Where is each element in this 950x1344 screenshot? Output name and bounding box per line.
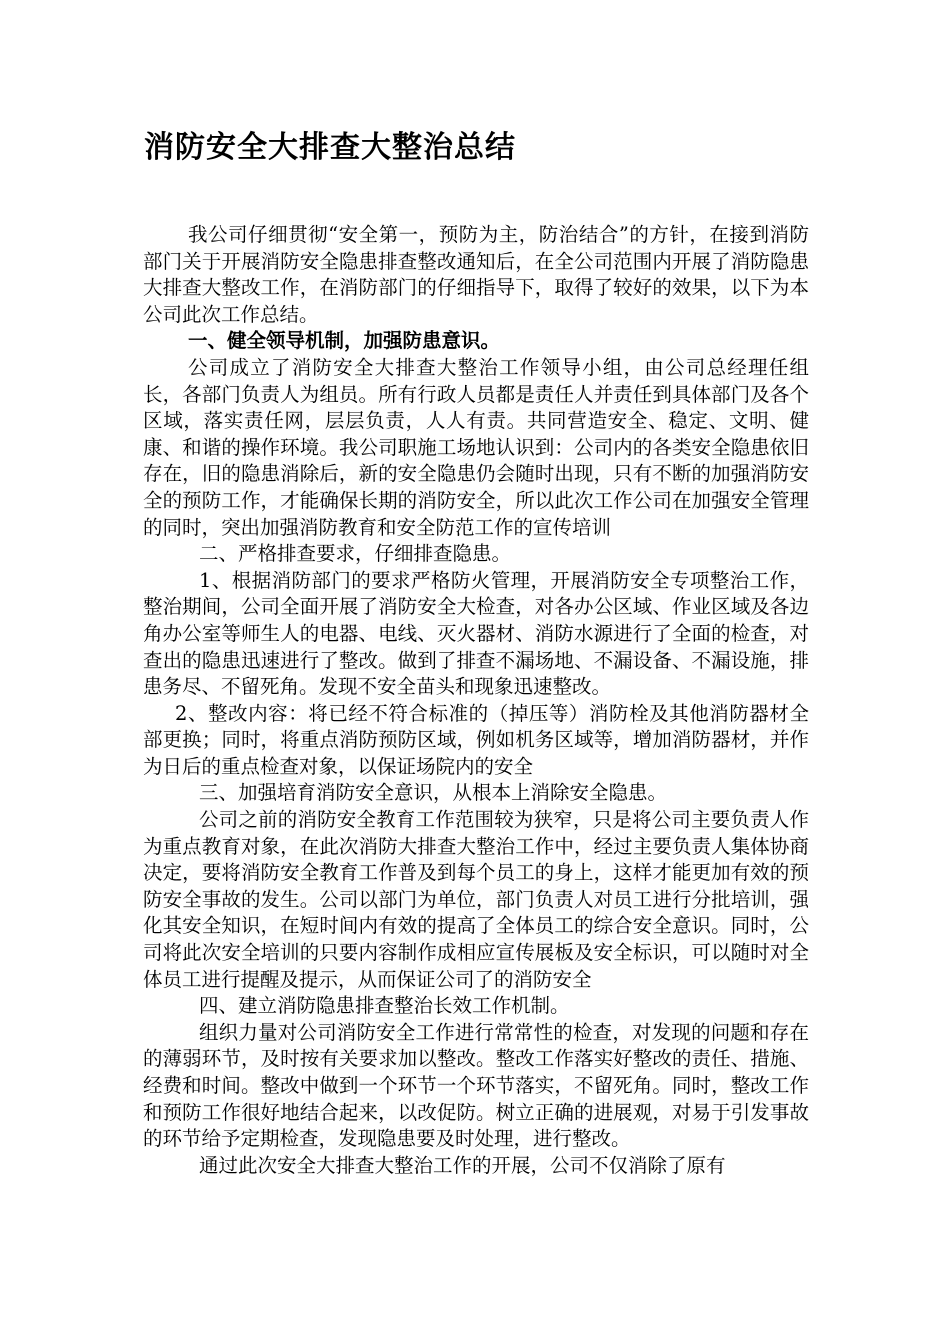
section-heading-3: 三、加强培育消防安全意识，从根本上消除安全隐患。	[199, 781, 668, 805]
section-2-item-2: 2、整改内容：将已经不符合标准的（掉压等）消防栓及其他消防器材全部更换；同时，将重点消防预防区域，例如机务区域等，增加消防器材，并作为日后的重点检查对象，以保证场院内的安全	[143, 701, 809, 778]
document-body	[143, 222, 809, 1179]
section-heading-1: 一、健全领导机制，加强防患意识。	[188, 329, 501, 353]
section-3-paragraph: 公司之前的消防安全教育工作范围较为狭窄，只是将公司主要负责人作为重点教育对象，在此次消防大排查大整治工作中，经过主要负责人集体协商决定，要将消防安全教育工作普及到每个员工的身上，这样才能更加有效的预防安全事故的发生。公司以部门为单位，部门负责人对员工进行分批培训，强化其安全知识，在短时间内有效的提高了全体员工的综合安全意识。同时，公司将此次安全培训的只要内容制作成相应宣传展板及安全标识，可以随时对全体员工进行提醒及提示，从而保证公司了的消防安全	[143, 808, 809, 991]
section-2-item-1: 1、根据消防部门的要求严格防火管理，开展消防安全专项整治工作，整治期间，公司全面开展了消防安全大检查，对各办公区域、作业区域及各边角办公室等师生人的电器、电线、灭火器材、消防水源进行了全面的检查，对查出的隐患迅速进行了整改。做到了排查不漏场地、不漏设备、不漏设施，排患务尽、不留死角。发现不安全苗头和现象迅速整改。	[143, 568, 809, 699]
section-heading-4: 四、建立消防隐患排查整治长效工作机制。	[199, 994, 570, 1018]
document-title: 消防安全大排查大整治总结	[144, 130, 516, 165]
section-1-paragraph: 公司成立了消防安全大排查大整治工作领导小组，由公司总经理任组长，各部门负责人为组员。所有行政人员都是责任人并责任到具体部门及各个区域，落实责任网，层层负责，人人有责。共同营造安全、稳定、文明、健康、和谐的操作环境。我公司职施工场地认识到：公司内的各类安全隐患依旧存在，旧的隐患消除后，新的安全隐患仍会随时出现，只有不断的加强消防安全的预防工作，才能确保长期的消防安全，所以此次工作公司在加强安全管理的同时，突出加强消防教育和安全防范工作的宣传培训	[143, 355, 809, 539]
closing-paragraph: 通过此次安全大排查大整治工作的开展，公司不仅消除了原有	[199, 1153, 726, 1177]
section-heading-2: 二、严格排查要求，仔细排查隐患。	[199, 542, 512, 566]
intro-paragraph: 我公司仔细贯彻“安全第一，预防为主，防治结合”的方针，在接到消防部门关于开展消防安全隐患排查整改通知后，在全公司范围内开展了消防隐患大排查大整改工作，在消防部门的仔细指导下，取得了较好的效果，以下为本公司此次工作总结。	[143, 223, 809, 326]
section-4-paragraph: 组织力量对公司消防安全工作进行常常性的检查，对发现的问题和存在的薄弱环节，及时按有关要求加以整改。整改工作落实好整改的责任、措施、经费和时间。整改中做到一个环节一个环节落实，不留死角。同时，整改工作和预防工作很好地结合起来，以改促防。树立正确的进展观，对易于引发事故的环节给予定期检查，发现隐患要及时处理，进行整改。	[143, 1020, 809, 1151]
